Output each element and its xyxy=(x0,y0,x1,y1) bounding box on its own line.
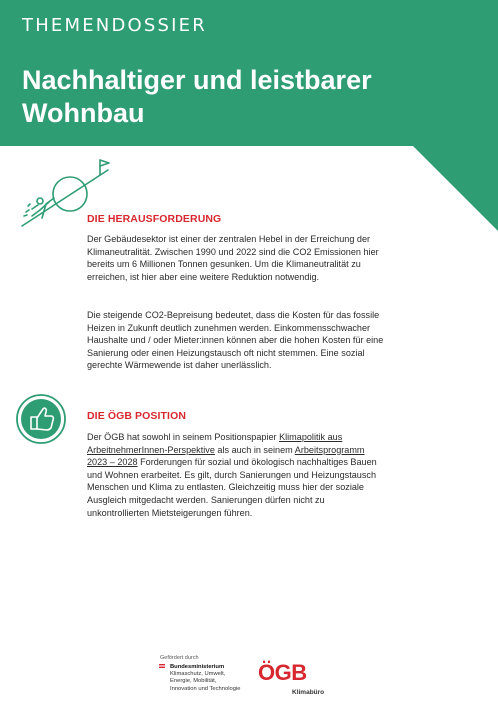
ministry-title: Bundesministerium xyxy=(170,664,225,670)
section-title-challenge: DIE HERAUSFORDERUNG xyxy=(87,213,222,225)
header-banner xyxy=(0,0,498,146)
position-text-2: als auch in seinem xyxy=(214,444,295,455)
link-work-programme[interactable]: Arbeitsprogramm 2023 – 2028 xyxy=(87,444,365,468)
ogb-subtitle: Klimabüro xyxy=(292,689,325,696)
ministry-line-3: Energie, Mobilität, xyxy=(170,678,217,685)
ministry-logo-text xyxy=(170,664,260,693)
position-paragraph xyxy=(87,431,387,519)
corner-triangle xyxy=(413,146,498,231)
ministry-line-2: Klimaschutz, Umwelt, xyxy=(170,671,226,678)
position-text-3: Forderungen für sozial und ökologisch nachhaltiges Bauen und Wohnen erarbeitet. Es gilt, durch Sanierungen und Heizungstausch Menschen und Klima zu entlasten. Gleichzeitig muss hier der soziale Ausgleich mitgedacht werden. Sanierungen dürfen nicht zu unkontrollierten Mietsteigerungen führen. xyxy=(87,457,377,518)
section-title-position: DIE ÖGB POSITION xyxy=(87,410,187,422)
ministry-line-4: Innovation und Technologie xyxy=(170,685,241,692)
page-title: Nachhaltiger und leistbarer Wohnbau xyxy=(22,65,372,128)
link-climate-policy-paper[interactable]: Klimapolitik aus ArbeitnehmerInnen-Perspektive xyxy=(87,432,343,455)
position-text-1: Der ÖGB hat sowohl in seinem Positionspapier xyxy=(87,432,280,442)
kicker: THEMENDOSSIER xyxy=(22,15,207,36)
ogb-logo: ÖGB xyxy=(258,660,307,685)
challenge-paragraph-2: Die steigende CO2-Bepreisung bedeutet, dass die Kosten für das fossile Heizen in Zukunft deutlich zunehmen werden. Einkommensschwacher Haushalte und / oder Mieter:innen können aber die hohen Kosten für eine Sanierung oder einen Heizungstausch oft nicht stemmen. Eine sozial gerechte Wärmewende ist daher unerlässlich. xyxy=(87,310,384,371)
thumbs-up-hand-icon xyxy=(15,393,67,445)
funded-by-label: Gefördert durch xyxy=(160,655,199,661)
challenge-paragraph-1: Der Gebäudesektor ist einer der zentralen Hebel in der Erreichung der Klimaneutralität. Zwischen 1990 und 2022 sind die CO2 Emissionen hier bereits um 6 Millionen Tonnen gesunken. Um die Klimaneutralität zu erreichen, ist hier aber eine weitere Reduktion notwendig. xyxy=(87,234,379,282)
austria-flag-icon xyxy=(159,664,165,668)
